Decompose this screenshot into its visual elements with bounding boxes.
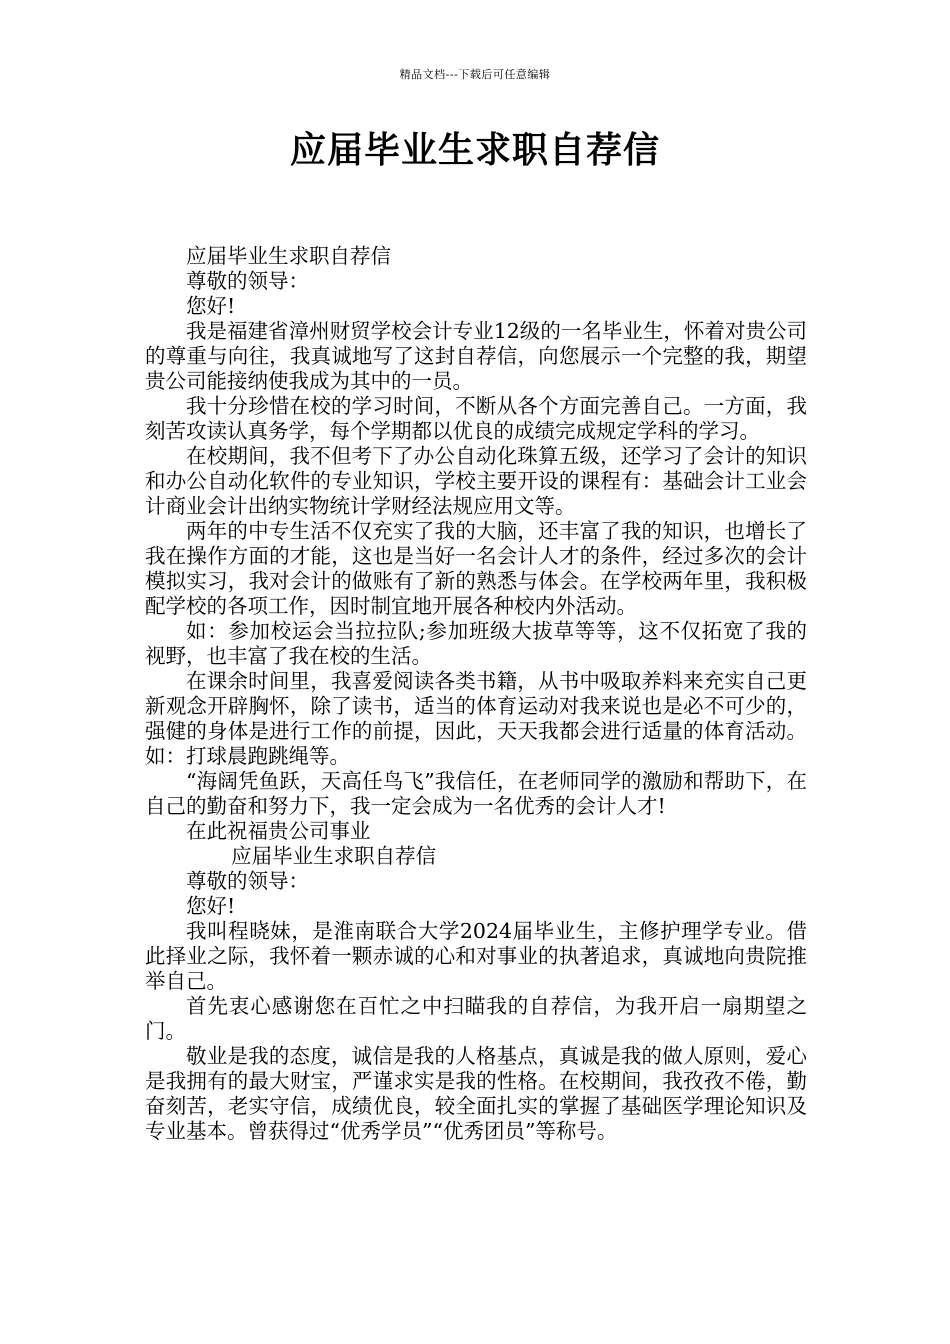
letter-2-salutation: 尊敬的领导： (186, 869, 309, 893)
letter-1-salutation: 尊敬的领导： (186, 269, 309, 293)
letter-2-heading: 应届毕业生求职自荐信 (231, 844, 437, 868)
letter-1-paragraph: 我十分珍惜在校的学习时间，不断从各个方面完善自己。一方面，我刻苦攻读认真务学，每个学期都以优良的成绩完成规定学科的学习。 (145, 394, 807, 443)
document-title: 应届毕业生求职自荐信 (289, 130, 660, 171)
letter-1-closing: 在此祝福贵公司事业 (186, 819, 371, 843)
letter-1-paragraph: “海阔凭鱼跃，天高任鸟飞”我信任，在老师同学的激励和帮助下，在自己的勤奋和努力下，我一定会成为一名优秀的会计人才! (145, 769, 807, 818)
letter-1-paragraph: 我是福建省漳州财贸学校会计专业12级的一名毕业生，怀着对贵公司的尊重与向往，我真诚地写了这封自荐信，向您展示一个完整的我，期望贵公司能接纳使我成为其中的一员。 (145, 319, 807, 393)
letter-1-paragraph: 如：参加校运会当拉拉队;参加班级大拔草等等，这不仅拓宽了我的视野，也丰富了我在校的生活。 (145, 619, 807, 668)
letter-1-greeting: 您好! (186, 294, 236, 318)
page-header-note: 精品文档---下载后可任意编辑 (399, 68, 551, 81)
letter-2-paragraph: 首先衷心感谢您在百忙之中扫瞄我的自荐信，为我开启一扇期望之门。 (145, 994, 807, 1043)
letter-1-paragraph: 两年的中专生活不仅充实了我的大脑，还丰富了我的知识，也增长了我在操作方面的才能，这也是当好一名会计人才的条件，经过多次的会计模拟实习，我对会计的做账有了新的熟悉与体会。在学校两年里，我积极配学校的各项工作，因时制宜地开展各种校内外活动。 (145, 519, 807, 618)
letter-2-paragraph: 敬业是我的态度，诚信是我的人格基点，真诚是我的做人原则，爱心是我拥有的最大财宝，严谨求实是我的性格。在校期间，我孜孜不倦，勤奋刻苦，老实守信，成绩优良，较全面扎实的掌握了基础医学理论知识及专业基本。曾获得过“优秀学员”“优秀团员”等称号。 (145, 1044, 807, 1143)
document-body (145, 244, 807, 1144)
letter-1-paragraph: 在校期间，我不但考下了办公自动化珠算五级，还学习了会计的知识和办公自动化软件的专业知识，学校主要开设的课程有：基础会计工业会计商业会计出纳实物统计学财经法规应用文等。 (145, 444, 807, 518)
letter-1-heading: 应届毕业生求职自荐信 (186, 244, 391, 268)
letter-2-paragraph: 我叫程晓妹，是淮南联合大学2024届毕业生，主修护理学专业。借此择业之际，我怀着一颗赤诚的心和对事业的执著追求，真诚地向贵院推举自己。 (145, 919, 807, 993)
letter-1-paragraph: 在课余时间里，我喜爱阅读各类书籍，从书中吸取养料来充实自己更新观念开辟胸怀，除了读书，适当的体育运动对我来说也是必不可少的，强健的身体是进行工作的前提，因此，天天我都会进行适量的体育活动。如：打球晨跑跳绳等。 (145, 669, 807, 768)
letter-2-greeting: 您好! (186, 894, 236, 918)
